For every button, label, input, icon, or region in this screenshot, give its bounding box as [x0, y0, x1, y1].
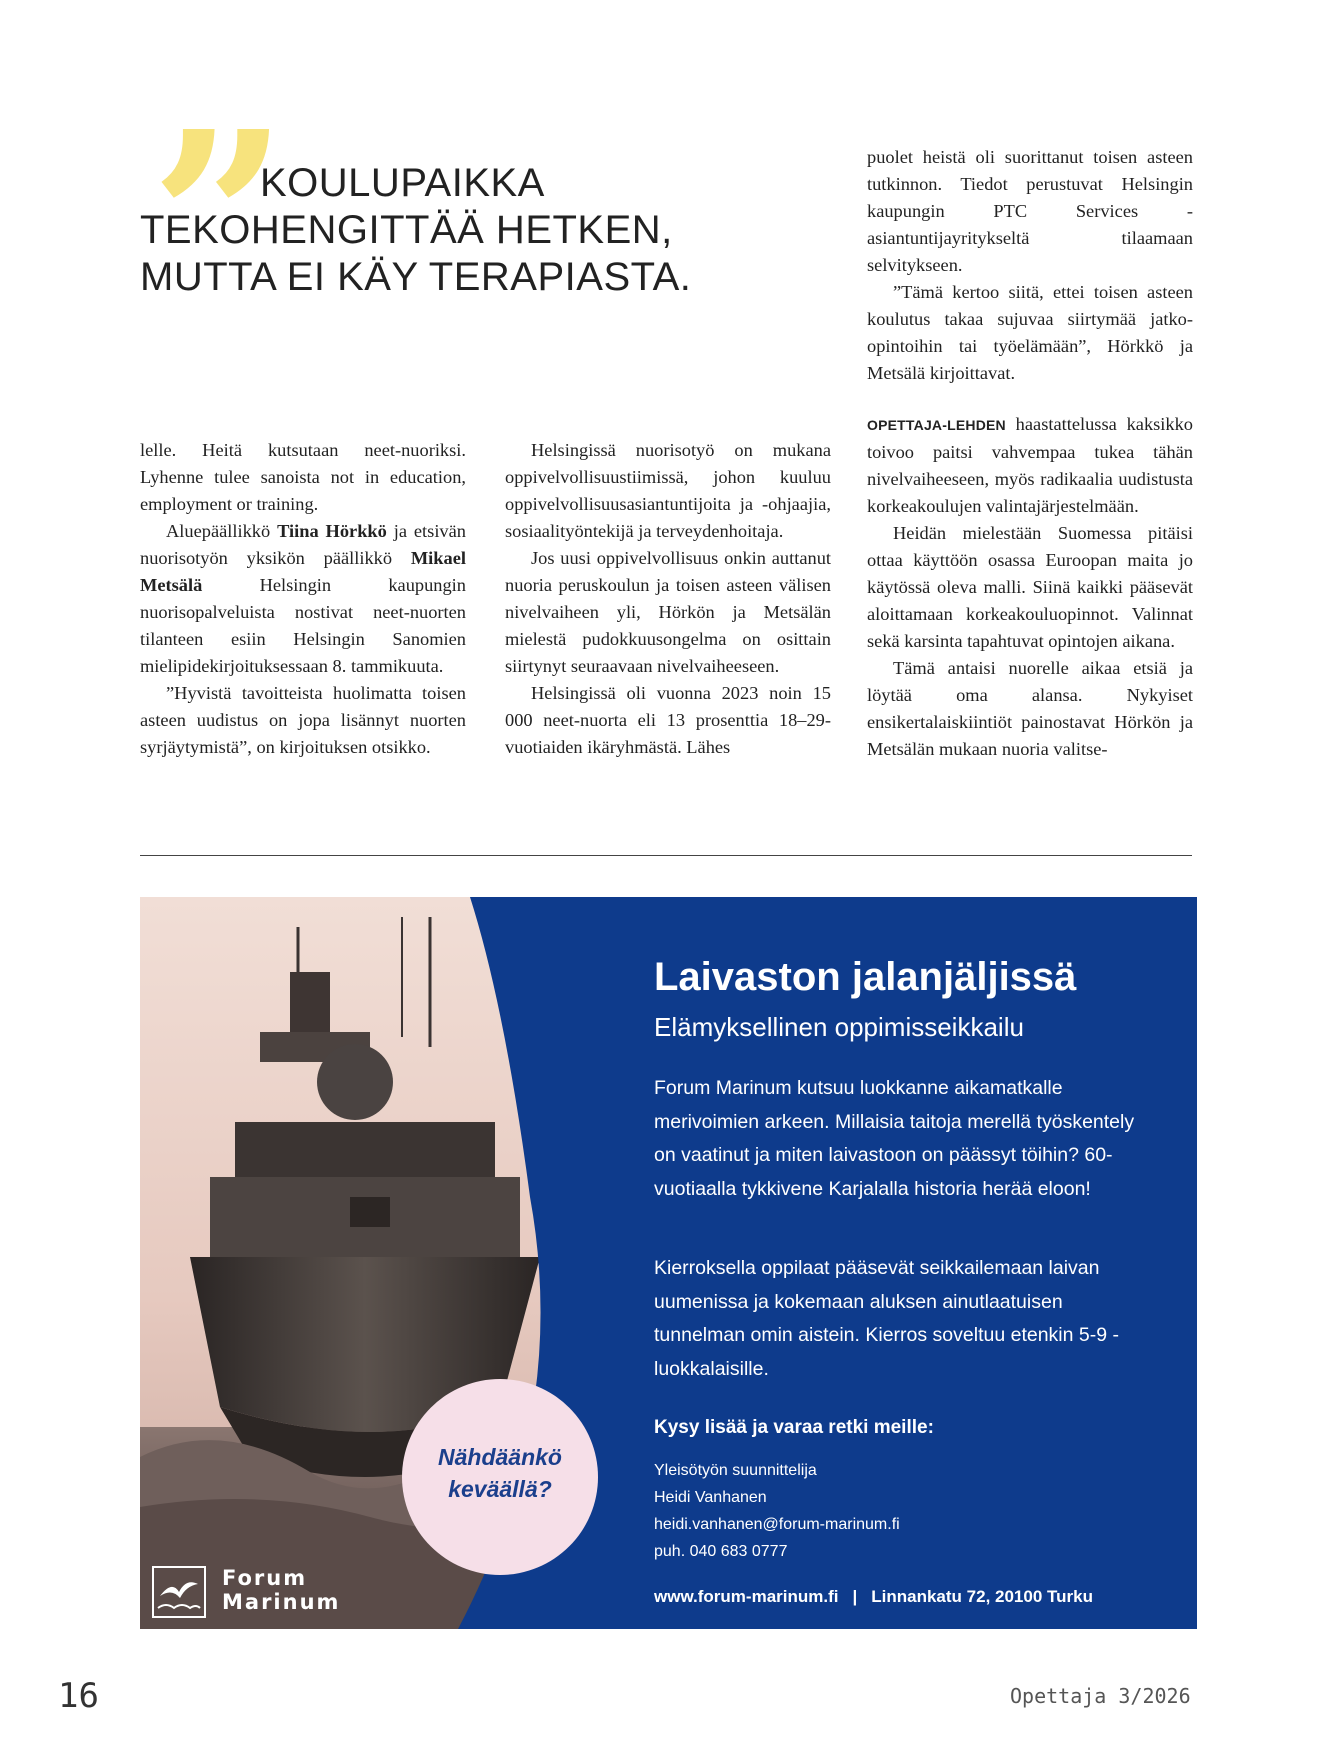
advertisement: [140, 897, 1197, 1629]
pull-quote-line: TEKOHENGITTÄÄ HETKEN,: [140, 208, 673, 252]
text-run: Aluepäällikkö: [166, 521, 278, 541]
seagull-icon: [152, 1566, 206, 1618]
text-run: Helsingin kaupungin nuorisopalveluista nostivat neet-nuorten tilanteen esiin Helsingin Sanomien mielipidekirjoituksessaan 8. tammikuuta.: [140, 575, 466, 676]
paragraph: ”Tämä kertoo siitä, ettei toisen asteen koulutus takaa sujuvaa siirtymää jatko-opintoihin tai työelämään”, Hörkkö ja Metsälä kirjoittavat.: [867, 282, 1193, 383]
badge-text: [402, 1441, 598, 1505]
article-column-2: [505, 437, 831, 761]
text-run: ja etsivän nuorisotyön yksikön päällikkö: [140, 521, 466, 568]
pull-quote-line: MUTTA EI KÄY TERAPIASTA.: [140, 255, 692, 299]
ad-contact: [654, 1457, 900, 1565]
badge-line: keväällä?: [448, 1476, 552, 1502]
ad-paragraph: Forum Marinum kutsuu luokkanne aikamatkalle merivoimien arkeen. Millaisia taitoja merellä työskentely on vaatinut ja miten laivastoon on päässyt töihin? 60-vuotiaalla tykkivene Karjalalla historia herää eloon!: [654, 1077, 1135, 1200]
separator: |: [852, 1587, 858, 1606]
paragraph: [140, 518, 466, 680]
ad-call-to-action: Kysy lisää ja varaa retki meille:: [654, 1417, 934, 1438]
paragraph: lelle. Heitä kutsutaan neet-nuoriksi. Lyhenne tulee sanoista not in education, employment or training.: [140, 440, 466, 514]
kicker: OPETTAJA-LEHDEN: [867, 417, 1006, 433]
logo-word: Marinum: [222, 1590, 341, 1614]
badge: [402, 1379, 598, 1575]
page-number: 16: [58, 1676, 99, 1716]
forum-marinum-logo: [152, 1566, 352, 1618]
divider: [140, 855, 1192, 856]
quote-mark-icon: ”: [150, 79, 269, 361]
paragraph: [867, 411, 1193, 520]
contact-role: Yleisötyön suunnittelija: [654, 1462, 817, 1479]
paragraph: Heidän mielestään Suomessa pitäisi ottaa käyttöön osassa Euroopan maita jo käytössä oleva malli. Siinä kaikki pääsevät aloittamaan korkeakouluopinnot. Valinnat sekä karsinta tapahtuvat opintojen aikana.: [867, 523, 1193, 651]
paragraph: Jos uusi oppivelvollisuus onkin auttanut nuoria peruskoulun ja toisen asteen välisen nivelvaiheen yli, Hörkön ja Metsälän mielestä pudokkuusongelma on osittain siirtynyt seuraavaan nivelvaiheeseen.: [505, 548, 831, 676]
pull-quote: [140, 160, 700, 301]
ad-title: Laivaston jalanjäljissä: [654, 955, 1077, 999]
paragraph: Helsingissä nuorisotyö on mukana oppivelvollisuustiimissä, johon kuuluu oppivelvollisuusasiantuntijoita ja -ohjaajia, sosiaalityöntekijä ja terveydenhoitaja.: [505, 440, 831, 541]
ad-paragraph: Kierroksella oppilaat pääsevät seikkailemaan laivan uumenissa ja kokemaan aluksen ainutlaatuisen tunnelman omin aistein. Kierros soveltuu etenkin 5-9 -luokkalaisille.: [654, 1257, 1119, 1380]
paragraph: Tämä antaisi nuorelle aikaa etsiä ja löytää oma alansa. Nykyiset ensikertalaiskiintiöt painostavat Hörkön ja Metsälän mukaan nuoria valitse-: [867, 658, 1193, 759]
website-link[interactable]: www.forum-marinum.fi: [654, 1587, 839, 1606]
ad-subtitle: Elämyksellinen oppimisseikkailu: [654, 1012, 1024, 1042]
article-column-3: [867, 411, 1193, 763]
badge-line: Nähdäänkö: [438, 1444, 562, 1470]
text-run: haastattelussa kaksikko toivoo paitsi vahvempaa tukea tähän nivelvaiheeseen, myös radikaalia uudistusta korkeakoulujen valintajärjestelmään.: [867, 414, 1193, 516]
person-name: Mikael Metsälä: [140, 548, 466, 595]
issue-label: Opettaja 3/2026: [1010, 1684, 1191, 1708]
article-column-1: [140, 437, 466, 761]
paragraph: Helsingissä oli vuonna 2023 noin 15 000 neet-nuorta eli 13 prosenttia 18–29-vuotiaiden ikäryhmästä. Lähes: [505, 683, 831, 757]
ad-footer: [654, 1587, 1093, 1607]
pull-quote-line: KOULUPAIKKA: [260, 161, 545, 205]
contact-name: Heidi Vanhanen: [654, 1489, 767, 1506]
contact-email[interactable]: heidi.vanhanen@forum-marinum.fi: [654, 1516, 900, 1533]
contact-phone: puh. 040 683 0777: [654, 1543, 788, 1560]
paragraph: ”Hyvistä tavoitteista huolimatta toisen asteen uudistus on jopa lisännyt nuorten syrjäytymistä”, on kirjoituksen otsikko.: [140, 683, 466, 757]
article-column-3-top: [867, 144, 1193, 387]
paragraph: puolet heistä oli suorittanut toisen asteen tutkinnon. Tiedot perustuvat Helsingin kaupungin PTC Services -asiantuntijayritykseltä tilaamaan selvitykseen.: [867, 147, 1193, 275]
address: Linnankatu 72, 20100 Turku: [871, 1587, 1093, 1606]
person-name: Tiina Hörkkö: [277, 521, 387, 541]
logo-word: Forum: [222, 1566, 308, 1590]
